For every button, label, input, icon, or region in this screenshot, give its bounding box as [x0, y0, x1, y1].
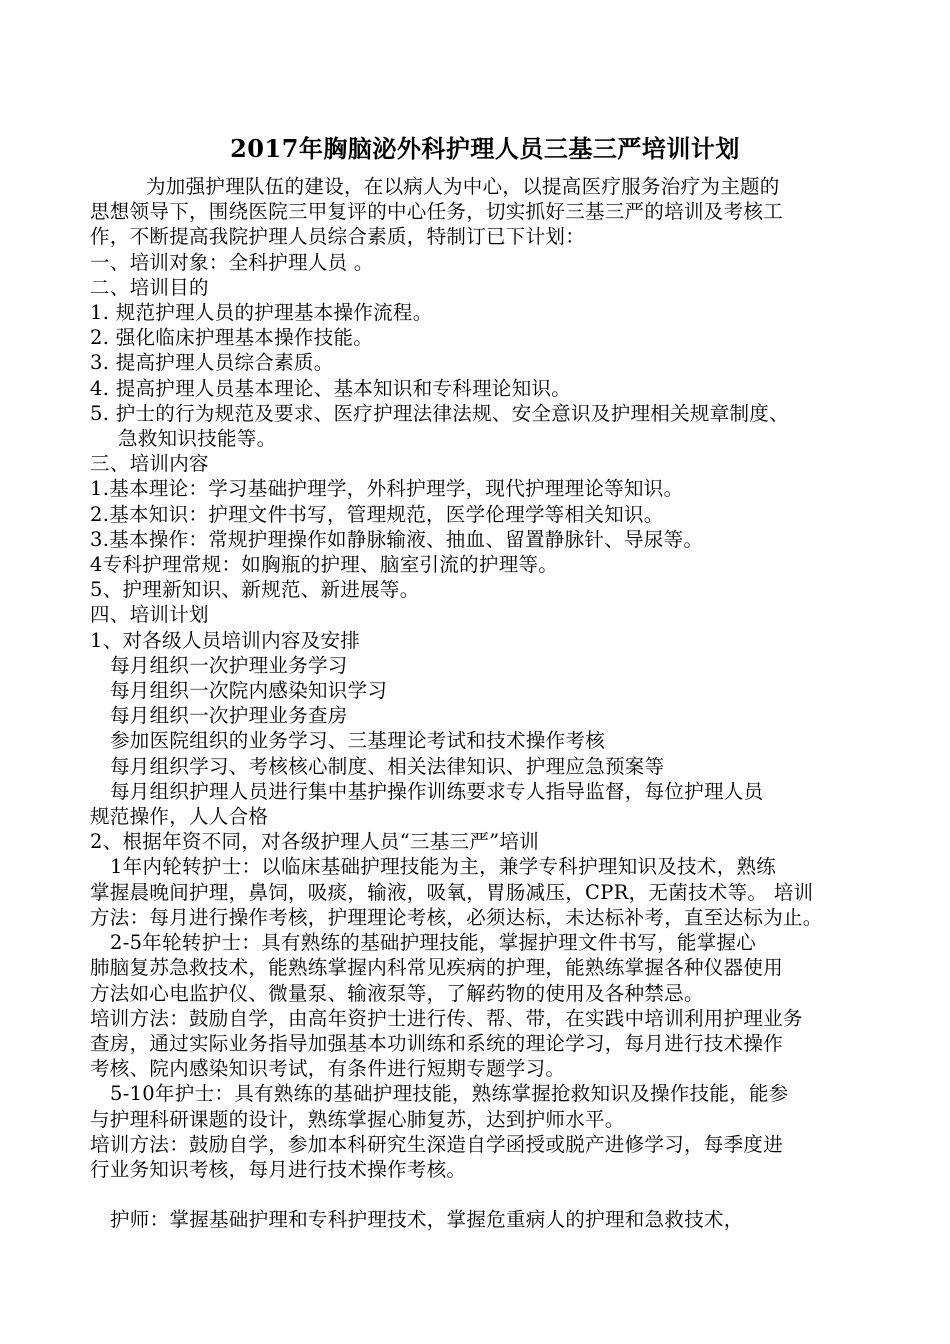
- paragraph-line: 规范操作，人人合格: [90, 805, 269, 829]
- paragraph-line: 5. 护士的行为规范及要求、医疗护理法律法规、安全意识及护理相关规章制度、: [90, 401, 789, 425]
- paragraph-line: 思想领导下，围绕医院三甲复评的中心任务，切实抓好三基三严的培训及考核工: [90, 200, 784, 224]
- document-body: [90, 174, 880, 1233]
- paragraph-line: 每月组织护理人员进行集中基护操作训练要求专人指导监督，每位护理人员: [110, 779, 764, 803]
- paragraph-line: 作，不断提高我院护理人员综合素质，特制订已下计划：: [90, 225, 586, 249]
- paragraph-line: 5、护理新知识、新规范、新进展等。: [90, 578, 420, 602]
- paragraph-line: 考核、院内感染知识考试，有条件进行短期专题学习。: [90, 1057, 566, 1081]
- paragraph-line: 2-5年轮转护士：具有熟练的基础护理技能，掌握护理文件书写，能掌握心: [110, 931, 757, 955]
- paragraph-line: 三、培训内容: [90, 452, 209, 476]
- paragraph-line: 每月组织一次院内感染知识学习: [110, 679, 388, 703]
- paragraph-line: 每月组织一次护理业务查房: [110, 704, 348, 728]
- paragraph-line: 1年内轮转护士：以临床基础护理技能为主，兼学专科护理知识及技术，熟练: [110, 855, 777, 879]
- paragraph-line: 掌握晨晚间护理，鼻饲，吸痰，输液，吸氧，胃肠减压，CPR，无菌技术等。 培训: [90, 880, 814, 904]
- paragraph-line: 5-10年护士：具有熟练的基础护理技能，熟练掌握抢救知识及操作技能，能参: [110, 1082, 789, 1106]
- paragraph-line: 二、培训目的: [90, 275, 209, 299]
- paragraph-line: 护师：掌握基础护理和专科护理技术，掌握危重病人的护理和急救技术，: [110, 1208, 744, 1232]
- paragraph-line: 方法：每月进行操作考核，护理理论考核，必须达标，未达标补考，直至达标为止。: [90, 905, 823, 929]
- blank-line: [90, 1182, 880, 1207]
- paragraph-line: 培训方法：鼓励自学，由高年资护士进行传、帮、带，在实践中培训利用护理业务: [90, 1006, 803, 1030]
- paragraph-line: 3. 提高护理人员综合素质。: [90, 351, 334, 375]
- paragraph-line: 1、对各级人员培训内容及安排: [90, 628, 361, 652]
- paragraph-line: 与护理科研课题的设计，熟练掌握心肺复苏，达到护师水平。: [90, 1107, 625, 1131]
- paragraph-line: 2. 强化临床护理基本操作技能。: [90, 326, 374, 350]
- paragraph-line: 一、培训对象：全科护理人员 。: [90, 250, 374, 274]
- paragraph-line: 培训方法：鼓励自学，参加本科研究生深造自学函授或脱产进修学习，每季度进: [90, 1132, 784, 1156]
- paragraph-line: 1. 规范护理人员的护理基本操作流程。: [90, 301, 433, 325]
- paragraph-line: 四、培训计划: [90, 603, 209, 627]
- paragraph-line: 3.基本操作：常规护理操作如静脉输液、抽血、留置静脉针、导尿等。: [90, 527, 704, 551]
- paragraph-line: 4. 提高护理人员基本理论、基本知识和专科理论知识。: [90, 376, 572, 400]
- document-page: [90, 134, 880, 1233]
- paragraph-line: 每月组织学习、考核核心制度、相关法律知识、护理应急预案等: [110, 754, 665, 778]
- paragraph-line: 4专科护理常规：如胸瓶的护理、脑室引流的护理等。: [90, 553, 559, 577]
- paragraph-line: 肺脑复苏急救技术，能熟练掌握内科常见疾病的护理，能熟练掌握各种仪器使用: [90, 956, 784, 980]
- paragraph-line: 急救知识技能等。: [118, 427, 277, 451]
- paragraph-line: 2.基本知识：护理文件书写，管理规范，医学伦理学等相关知识。: [90, 502, 664, 526]
- paragraph-line: 方法如心电监护仪、微量泵、输液泵等，了解药物的使用及各种禁忌。: [90, 981, 704, 1005]
- paragraph-line: 为加强护理队伍的建设，在以病人为中心，以提高医疗服务治疗为主题的: [146, 175, 780, 198]
- paragraph-line: 参加医院组织的业务学习、三基理论考试和技术操作考核: [110, 729, 606, 753]
- document-title: 2017年胸脑泌外科护理人员三基三严培训计划: [230, 134, 740, 163]
- paragraph-line: 1.基本理论：学习基础护理学，外科护理学，现代护理理论等知识。: [90, 477, 684, 501]
- paragraph-line: 行业务知识考核，每月进行技术操作考核。: [90, 1157, 467, 1181]
- paragraph-line: 2、根据年资不同，对各级护理人员“三基三严”培训: [90, 830, 540, 854]
- paragraph-line: 查房，通过实际业务指导加强基本功训练和系统的理论学习，每月进行技术操作: [90, 1031, 784, 1055]
- paragraph-line: 每月组织一次护理业务学习: [110, 653, 348, 677]
